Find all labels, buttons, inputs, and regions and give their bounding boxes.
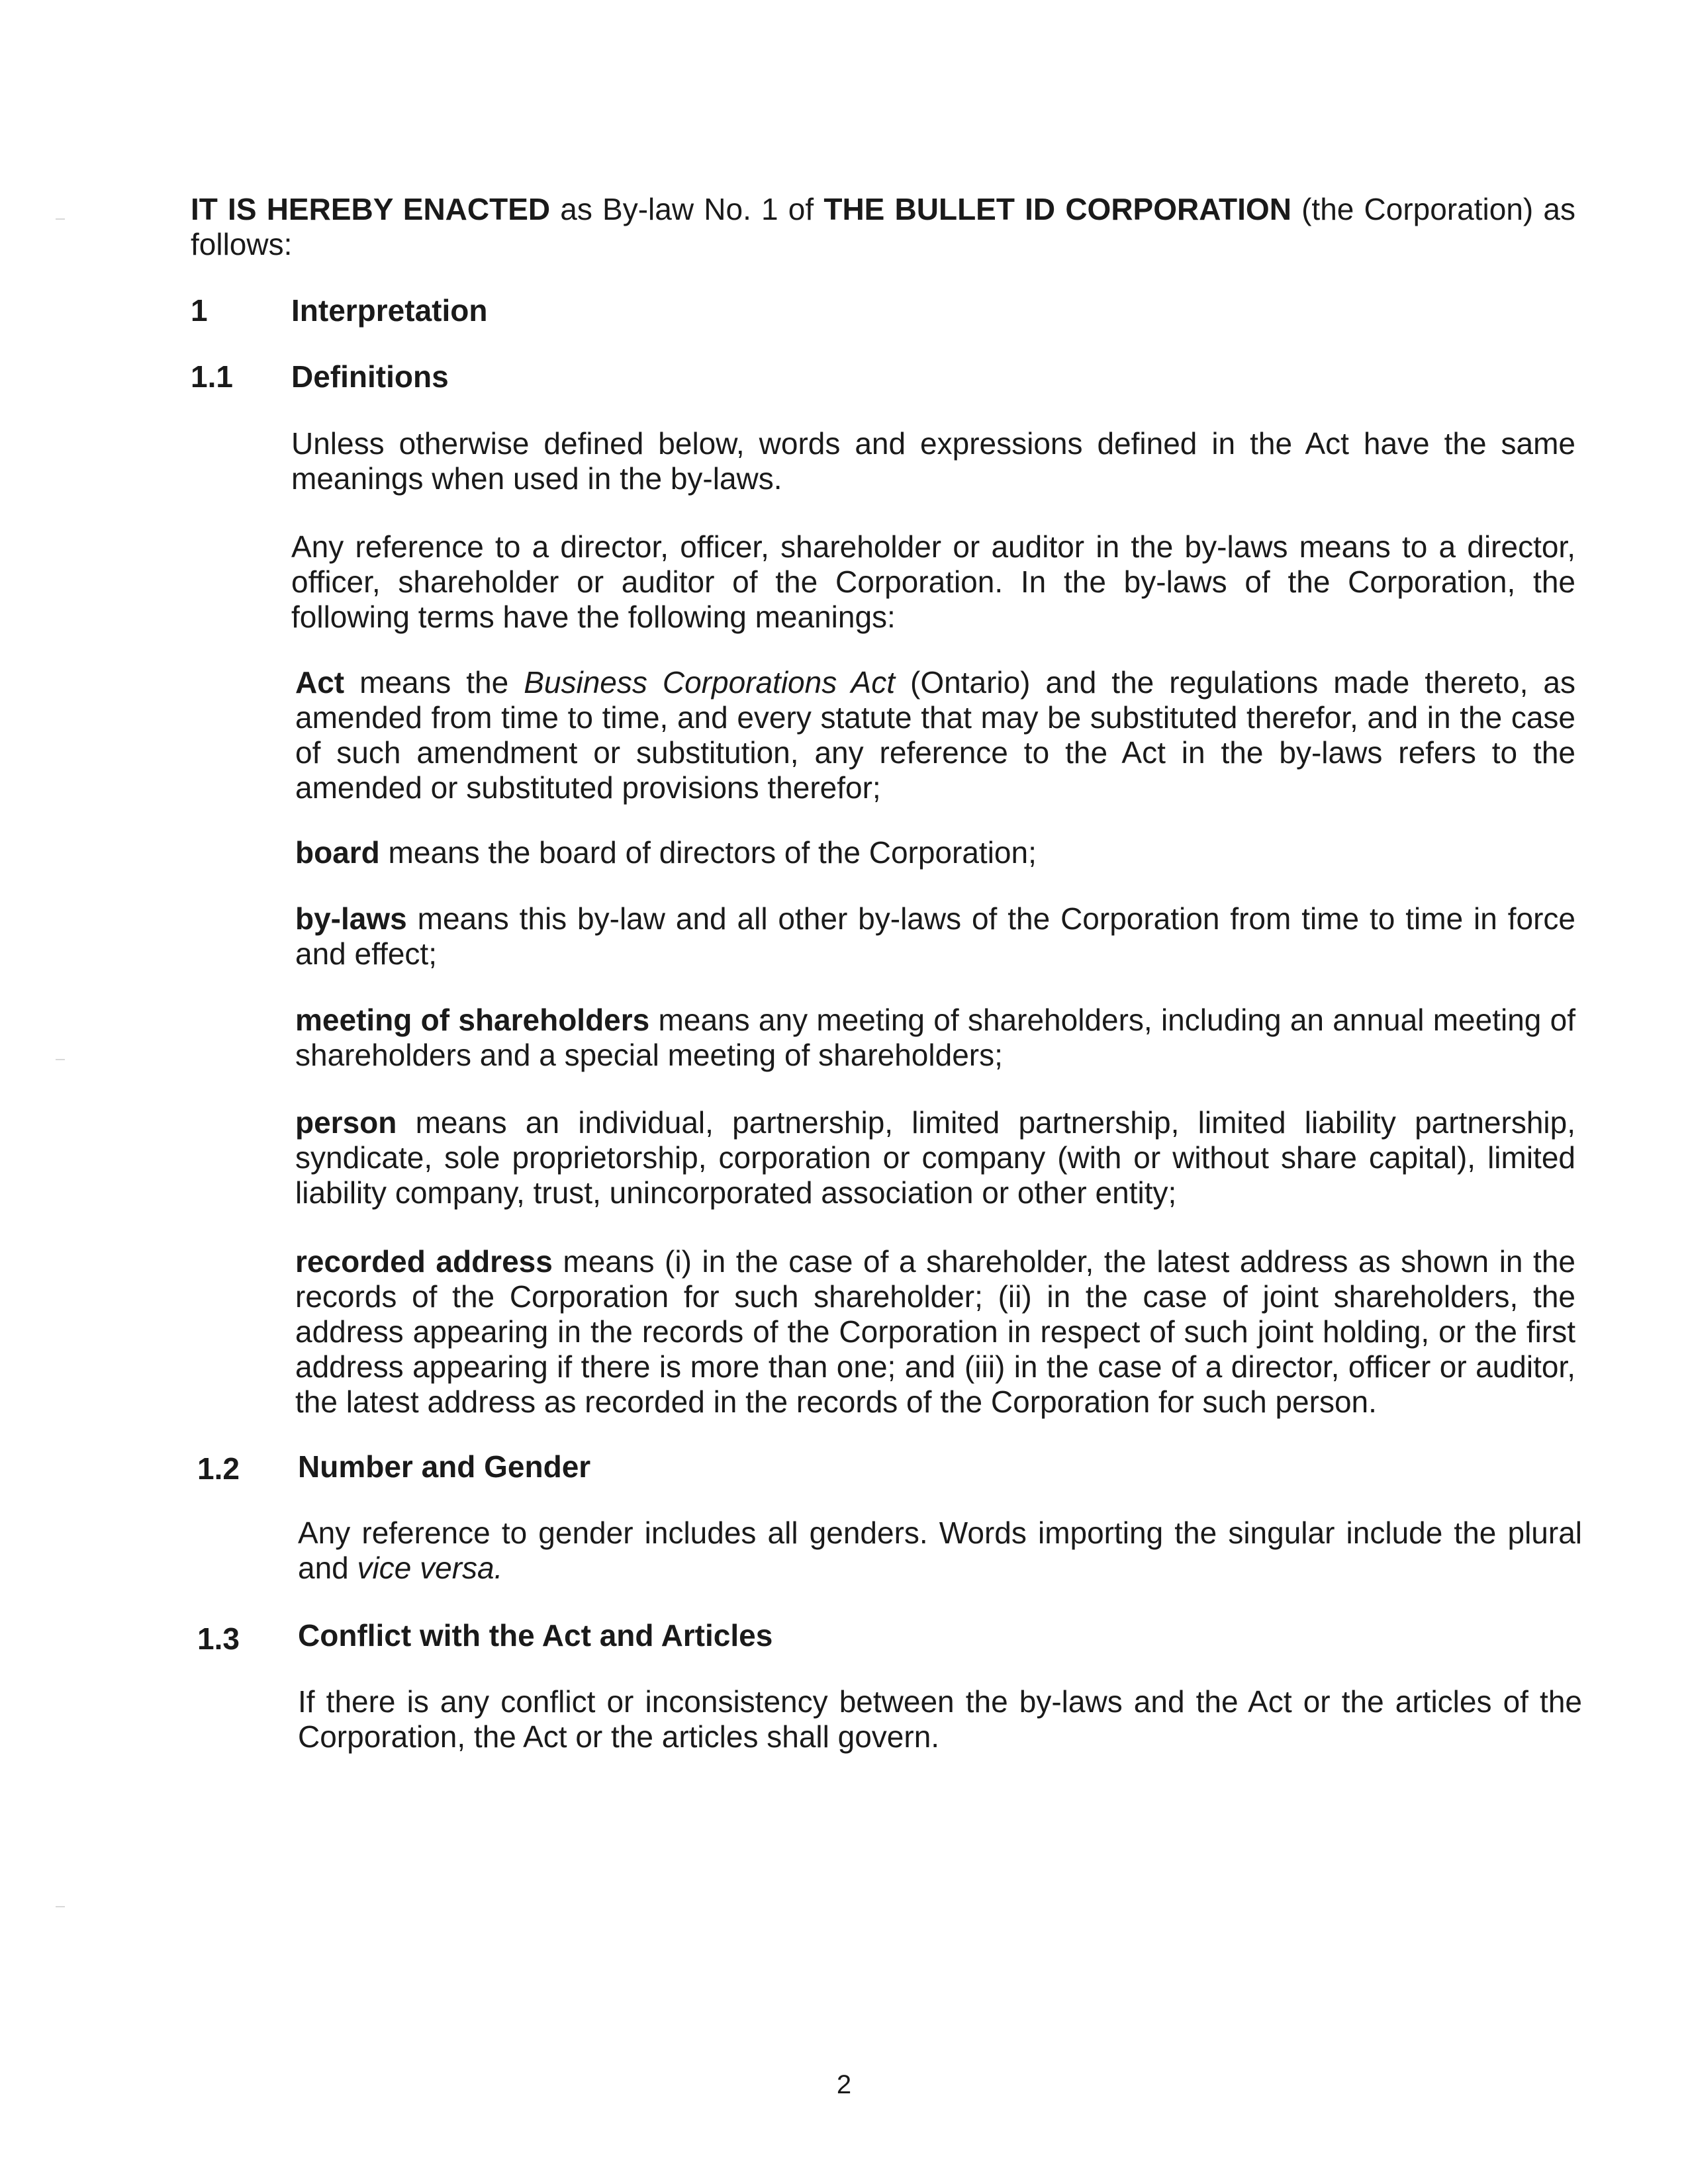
definition-person: person means an individual, partnership, limited partnership, limited liability partnership, syndicate, sole proprietorship, corporation or company (with or without share capital), limited liability company, trust, unincorporated association or other entity;	[295, 1105, 1575, 1210]
scan-mark	[56, 218, 65, 220]
section-number: 1.3	[197, 1621, 240, 1656]
body-paragraph: Any reference to gender includes all genders. Words importing the singular include the plural and vice versa.	[298, 1516, 1582, 1585]
scan-mark	[56, 1906, 65, 1907]
body-paragraph: If there is any conflict or inconsistency between the by-laws and the Act or the articles of the Corporation, the Act or the articles shall govern.	[298, 1684, 1582, 1754]
defined-term: by-laws	[295, 901, 407, 936]
definition-meeting-of-shareholders: meeting of shareholders means any meeting of shareholders, including an annual meeting of shareholders and a special meeting of shareholders;	[295, 1003, 1576, 1072]
definition-by-laws: by-laws means this by-law and all other by-laws of the Corporation from time to time in force and effect;	[295, 901, 1575, 971]
defined-term: recorded address	[295, 1244, 553, 1279]
defined-term: board	[295, 835, 380, 870]
enactment-clause: IT IS HEREBY ENACTED as By-law No. 1 of THE BULLET ID CORPORATION (the Corporation) as follows:	[191, 192, 1575, 261]
scan-mark	[56, 1059, 65, 1060]
section-heading: Interpretation	[291, 293, 488, 328]
definition-board: board means the board of directors of the Corporation;	[295, 835, 1037, 870]
enactment-lead: IT IS HEREBY ENACTED	[191, 192, 551, 226]
page-number: 2	[836, 2070, 852, 2099]
defined-term: person	[295, 1105, 397, 1140]
definition-act: Act means the Business Corporations Act (Ontario) and the regulations made thereto, as amended from time to time, and every statute that may be substituted therefor, and in the case of such amendment or substitution, any reference to the Act in the by-laws refers to the amended or substituted provisions therefor;	[295, 665, 1575, 805]
section-number: 1.1	[191, 359, 233, 394]
section-heading: Number and Gender	[298, 1449, 591, 1484]
section-heading: Definitions	[291, 359, 449, 394]
section-number: 1	[191, 293, 208, 328]
corporation-name: THE BULLET ID CORPORATION	[823, 192, 1291, 226]
defined-term: Act	[295, 665, 345, 700]
body-paragraph: Any reference to a director, officer, shareholder or auditor in the by-laws means to a director, officer, shareholder or auditor of the Corporation. In the by-laws of the Corporation, the following terms have the following meanings:	[291, 529, 1575, 634]
body-paragraph: Unless otherwise defined below, words and expressions defined in the Act have the same meanings when used in the by-laws.	[291, 426, 1575, 496]
section-heading: Conflict with the Act and Articles	[298, 1618, 773, 1653]
defined-term: meeting of shareholders	[295, 1003, 650, 1037]
definition-recorded-address: recorded address means (i) in the case of a shareholder, the latest address as shown in the records of the Corporation for such shareholder; (ii) in the case of joint shareholders, the address appearing in the records of the Corporation in respect of such joint holding, or the first address appearing if there is more than one; and (iii) in the case of a director, officer or auditor, the latest address as recorded in the records of the Corporation for such person.	[295, 1244, 1576, 1419]
section-number: 1.2	[197, 1451, 240, 1486]
